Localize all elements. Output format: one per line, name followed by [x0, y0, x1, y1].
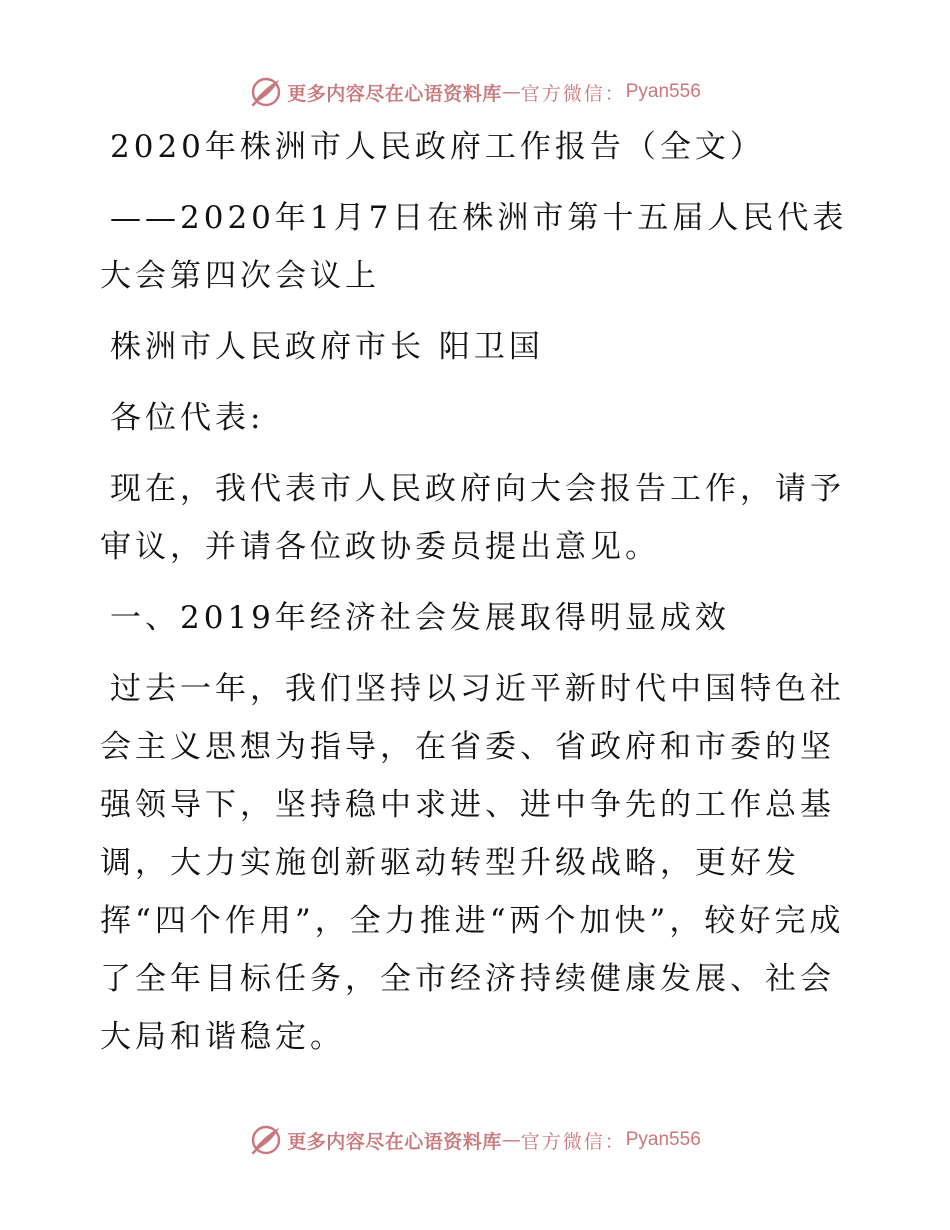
watermark-wechat-label: 官方微信： — [520, 1130, 626, 1153]
document-salutation: 各位代表: — [110, 400, 265, 436]
header-watermark — [0, 70, 950, 114]
watermark-wechat-label: 官方微信： — [520, 82, 626, 105]
section-heading: 一、2019年经济社会发展取得明显成效 — [110, 600, 730, 636]
watermark-separator: — — [501, 81, 521, 103]
watermark-wechat-id: Pyan556 — [625, 81, 701, 102]
watermark-text: 更多内容尽在心语资料库 — [287, 82, 502, 105]
quill-logo-icon — [249, 75, 283, 109]
watermark-wechat-id: Pyan556 — [625, 1129, 701, 1150]
quill-logo-icon — [249, 1123, 283, 1157]
watermark-separator: — — [501, 1129, 521, 1151]
body-paragraph: 过去一年，我们坚持以习近平新时代中国特色社会主义思想为指导，在省委、省政府和市委的坚强领导下，坚持稳中求进、进中争先的工作总基调，大力实施创新驱动转型升级战略，更好发挥“四个作用”，全力推进“两个加快”，较好完成了全年目标任务，全市经济持续健康发展、社会大局和谐稳定。 — [100, 671, 845, 1055]
footer-watermark — [0, 1118, 950, 1162]
document-subtitle: ——2020年1月7日在株洲市第十五届人民代表大会第四次会议上 — [100, 200, 848, 294]
document-speaker: 株洲市人民政府市长 阳卫国 — [110, 329, 544, 365]
body-paragraph: 现在，我代表市人民政府向大会报告工作，请予审议，并请各位政协委员提出意见。 — [100, 471, 845, 565]
document-title: 2020年株洲市人民政府工作报告（全文） — [110, 129, 765, 165]
document-body — [100, 118, 852, 1079]
watermark-text: 更多内容尽在心语资料库 — [287, 1130, 502, 1153]
